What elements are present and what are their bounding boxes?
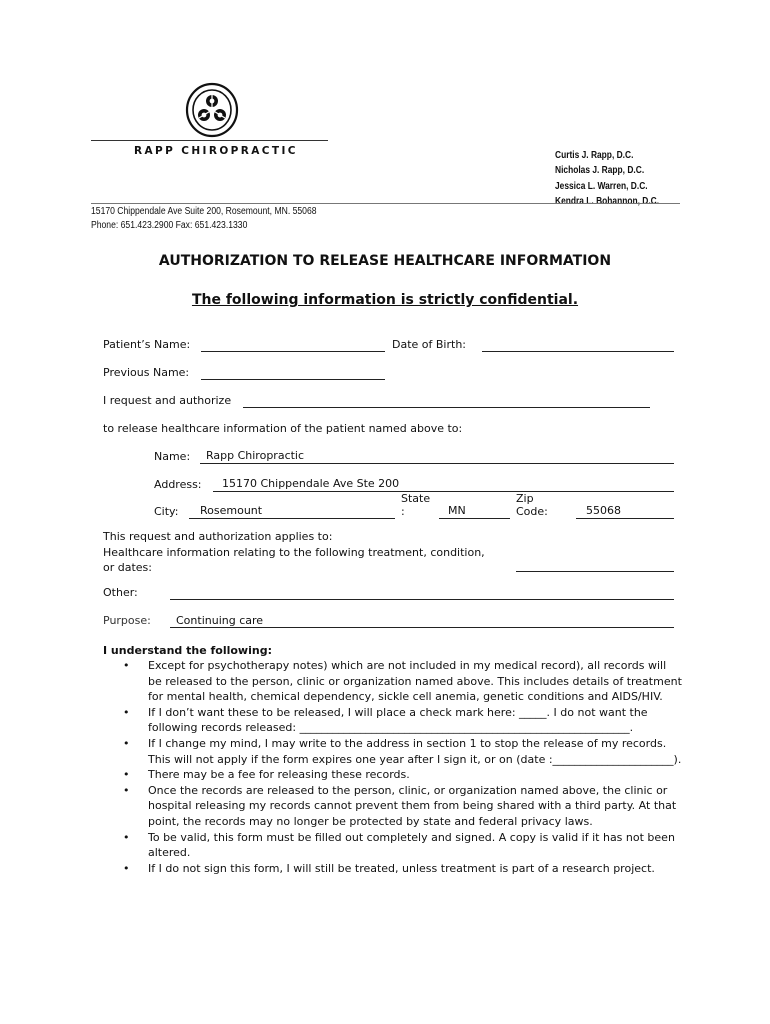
option-purpose[interactable] [103, 614, 151, 627]
list-item [103, 861, 683, 877]
list-item [103, 736, 683, 767]
recipient-address-label: Address: [154, 478, 202, 491]
logo [185, 82, 239, 138]
patient-name-field[interactable] [201, 351, 385, 352]
clinic-phone: Phone: 651.423.2900 Fax: 651.423.1330 [91, 219, 248, 231]
clinic-address: 15170 Chippendale Ave Suite 200, Rosemount, MN. 55068 [91, 206, 317, 217]
list-item [103, 658, 683, 705]
recipient-address-value: 15170 Chippendale Ave Ste 200 [222, 477, 400, 490]
recipient-name-label: Name: [154, 450, 191, 463]
state-value: MN [448, 504, 466, 517]
doctor-name: Nicholas J. Rapp, D.C. [555, 165, 645, 177]
treatment-field[interactable] [516, 571, 674, 572]
list-item-text: If I change my mind, I may write to the address in section 1 to stop the release of my records. This will not apply if the form expires one year after I sign it, or on (date :______________________). [148, 736, 682, 766]
state-label-line1: State [401, 492, 431, 505]
understand-list [103, 658, 683, 876]
list-item-text: Except for psychotherapy notes) which are not included in my medical record), all records will be released to the person, clinic or organization named above. This includes details of treatment for mental health, chemical dependency, sickle cell anemia, genetic conditions and AIDS/HIV. [148, 659, 682, 704]
option-purpose-label: Purpose: [103, 614, 151, 627]
bullet-icon: • [123, 783, 130, 797]
list-item-text: If I do not sign this form, I will still be treated, unless treatment is part of a research project. [148, 861, 655, 875]
option-other-label: Other: [103, 586, 138, 599]
applies-label: This request and authorization applies to: [103, 530, 333, 543]
authorize-field[interactable] [243, 407, 650, 408]
list-item [103, 830, 683, 861]
recipient-address-field[interactable] [213, 491, 674, 492]
logo-emblem-icon [185, 82, 239, 138]
option-treatment[interactable] [103, 545, 485, 575]
state-field[interactable] [439, 518, 510, 519]
bullet-icon: • [123, 861, 130, 875]
purpose-field[interactable] [170, 627, 674, 628]
previous-name-label: Previous Name: [103, 366, 190, 379]
state-label [401, 492, 430, 518]
doctor-list [555, 148, 659, 209]
option-treatment-label: Healthcare information relating to the following treatment, condition, [103, 546, 485, 559]
list-item [103, 705, 683, 736]
state-label-line2: : [401, 505, 405, 518]
city-value: Rosemount [200, 504, 263, 517]
zip-label-line1: Zip [516, 492, 534, 505]
option-other[interactable] [103, 586, 138, 599]
understand-heading: I understand the following: [103, 644, 272, 657]
doctor-name: Kendra L. Bohannon, D.C. [555, 195, 660, 207]
city-label: City: [154, 505, 179, 518]
bullet-icon: • [123, 659, 130, 672]
recipient-name-value: Rapp Chiropractic [206, 449, 305, 462]
option-treatment-label-2: or dates: [103, 561, 152, 574]
list-item-text: To be valid, this form must be filled out completely and signed. A copy is valid if it has not been altered. [148, 830, 675, 860]
doctor-name: Curtis J. Rapp, D.C. [555, 150, 634, 161]
list-item [103, 783, 683, 830]
list-item-text: Once the records are released to the person, clinic, or organization named above, the clinic or hospital releasing my records cannot prevent them from being shared with a third party. At that point, the records may no longer be protected by state and federal privacy laws. [148, 783, 677, 828]
header-divider [91, 203, 680, 204]
list-item [103, 767, 683, 783]
zip-label [516, 492, 548, 518]
recipient-name-field[interactable] [200, 463, 674, 464]
purpose-value: Continuing care [176, 614, 264, 627]
dob-label: Date of Birth: [392, 338, 467, 351]
authorize-label: I request and authorize [103, 394, 232, 407]
other-field[interactable] [170, 599, 674, 600]
list-item-text: If I don’t want these to be released, I will place a check mark here: _____. I do not want the following records released: ____________________________________________________________. [148, 705, 648, 735]
logo-divider [91, 140, 328, 141]
page-subtitle: The following information is strictly confidential. [191, 292, 579, 308]
zip-value: 55068 [586, 504, 621, 517]
doctor-name: Jessica L. Warren, D.C. [555, 180, 648, 192]
clinic-contact [91, 205, 317, 232]
logo-name: RAPP CHIROPRACTIC [134, 145, 298, 157]
previous-name-field[interactable] [201, 379, 385, 380]
page-title: AUTHORIZATION TO RELEASE HEALTHCARE INFORMATION [158, 253, 612, 269]
bullet-icon: • [123, 705, 130, 719]
bullet-icon: • [123, 830, 130, 844]
zip-label-line2: Code: [516, 505, 548, 518]
zip-field[interactable] [576, 518, 674, 519]
bullet-icon: • [123, 736, 130, 750]
release-to-label: to release healthcare information of the patient named above to: [103, 422, 463, 435]
list-item-text: There may be a fee for releasing these records. [148, 768, 410, 782]
dob-field[interactable] [482, 351, 674, 352]
city-field[interactable] [189, 518, 395, 519]
patient-name-label: Patient’s Name: [103, 338, 191, 351]
bullet-icon: • [123, 768, 130, 782]
